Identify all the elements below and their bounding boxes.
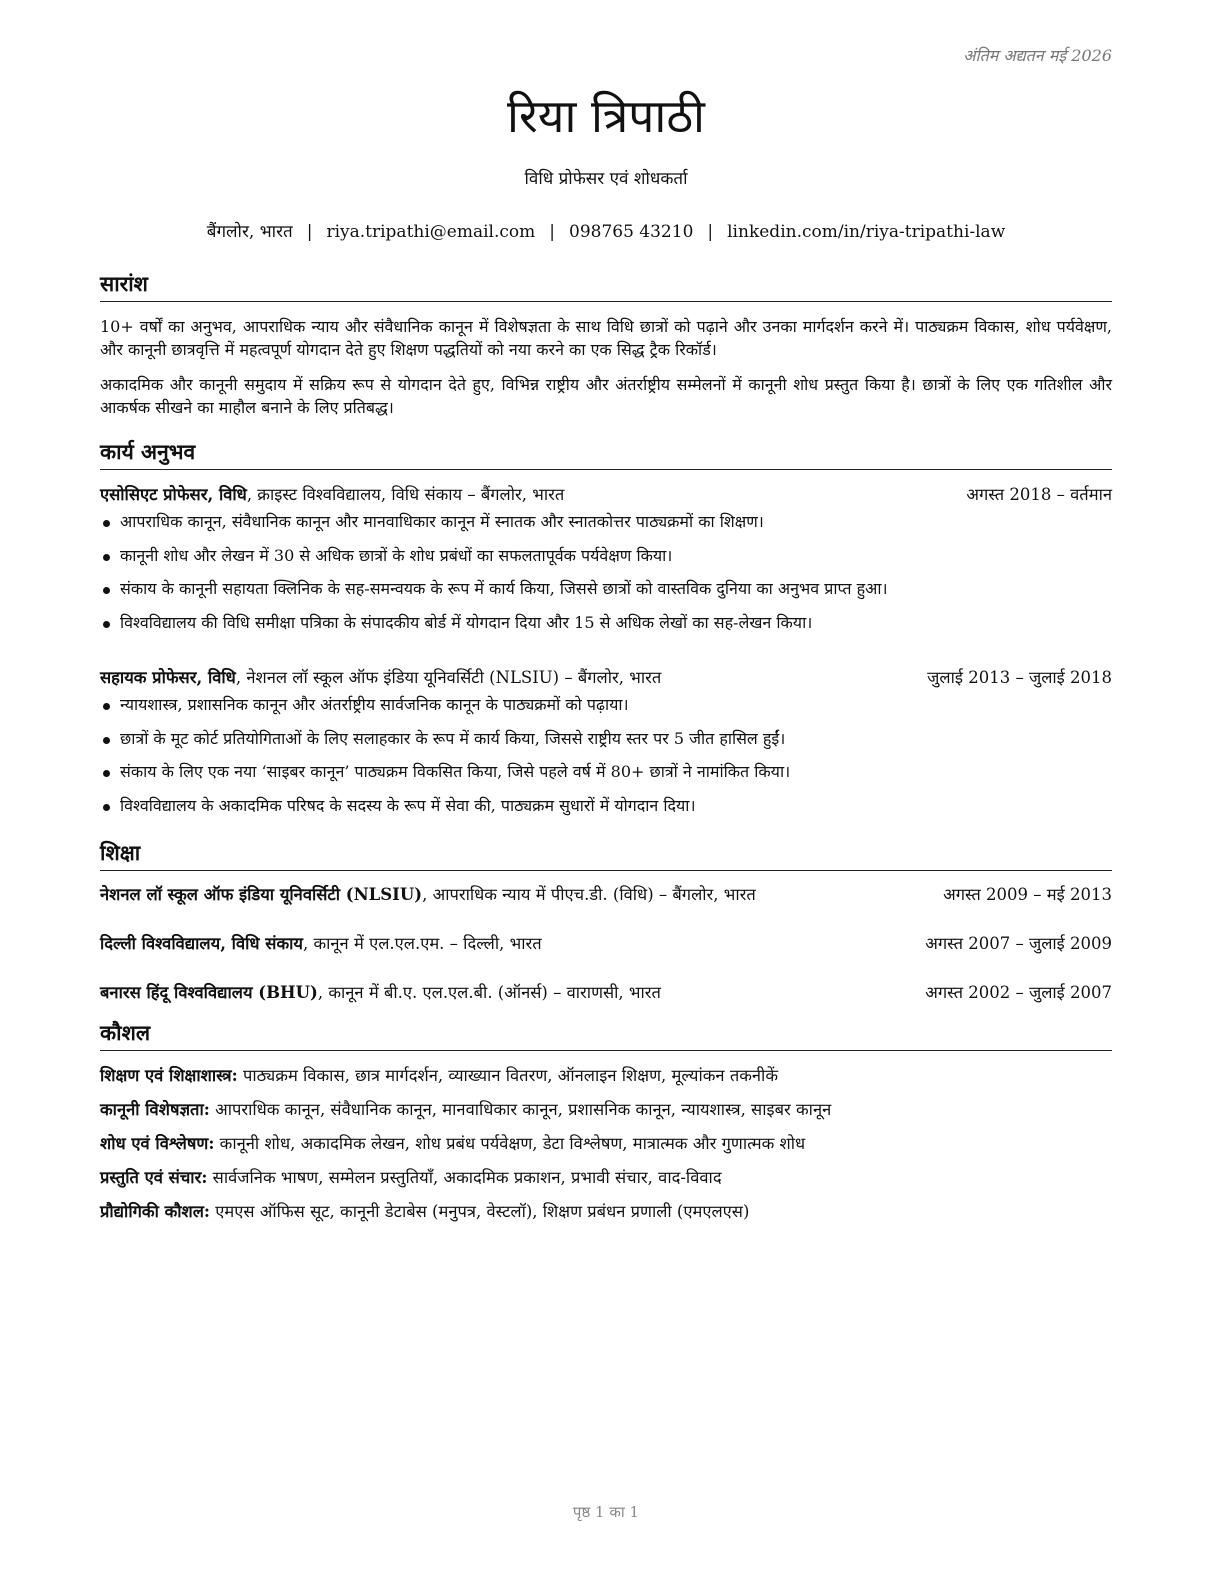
job-role: सहायक प्रोफेसर, विधि <box>100 668 236 687</box>
skill-label: शोध एवं विश्लेषण: <box>100 1134 215 1153</box>
job-role: एसोसिएट प्रोफेसर, विधि <box>100 485 247 504</box>
school-name: बनारस हिंदू विश्वविद्यालय (BHU) <box>100 983 318 1002</box>
list-item: कानूनी शोध और लेखन में 30 से अधिक छात्रों के शोध प्रबंधों का सफलतापूर्वक पर्यवेक्षण किया। <box>100 545 1112 579</box>
candidate-name: रिया त्रिपाठी <box>507 89 705 143</box>
separator: | <box>549 222 555 242</box>
skill-row <box>100 1097 1112 1120</box>
list-item: आपराधिक कानून, संवैधानिक कानून और मानवाधिकार कानून में स्नातक और स्नातकोत्तर पाठ्यक्रमों का शिक्षण। <box>100 511 1112 545</box>
skill-value: पाठ्यक्रम विकास, छात्र मार्गदर्शन, व्याख्यान वितरण, ऑनलाइन शिक्षण, मूल्यांकन तकनीकें <box>237 1066 778 1085</box>
skill-value: सार्वजनिक भाषण, सम्मेलन प्रस्तुतियाँ, अकादमिक प्रकाशन, प्रभावी संचार, वाद-विवाद <box>207 1168 722 1187</box>
email-link[interactable]: riya.tripathi@email.com <box>326 222 536 242</box>
skill-row <box>100 1131 1112 1154</box>
separator: | <box>306 222 313 242</box>
last-updated: अंतिम अद्यतन मई 2026 <box>963 46 1112 65</box>
job-header <box>100 665 1112 688</box>
list-item: संकाय के लिए एक नया ‘साइबर कानून’ पाठ्यक्रम विकसित किया, जिसे पहले वर्ष में 80+ छात्रों ने नामांकित किया। <box>100 761 1112 795</box>
degree-detail: , कानून में बी.ए. एल.एल.बी. (ऑनर्स) – वाराणसी, भारत <box>317 983 661 1002</box>
job-dates: अगस्त 2018 – वर्तमान <box>966 485 1112 504</box>
job-header <box>100 482 1112 505</box>
section-title-education: शिक्षा <box>100 839 1112 871</box>
skill-label: शिक्षण एवं शिक्षाशास्त्र: <box>100 1066 238 1085</box>
location: बैंगलोर, भारत <box>206 222 293 242</box>
education-dates: अगस्त 2007 – जुलाई 2009 <box>925 934 1112 953</box>
job-org: , क्राइस्ट विश्वविद्यालय, विधि संकाय – बैंगलोर, भारत <box>246 485 565 504</box>
contact-line <box>100 219 1112 242</box>
education-entry <box>100 980 1112 1003</box>
linkedin-link[interactable]: linkedin.com/in/riya-tripathi-law <box>727 222 1006 242</box>
degree-detail: , आपराधिक न्याय में पीएच.डी. (विधि) – बैंगलोर, भारत <box>422 885 756 904</box>
list-item: संकाय के कानूनी सहायता क्लिनिक के सह-समन्वयक के रूप में कार्य किया, जिससे छात्रों को वास्तविक दुनिया का अनुभव प्राप्त हुआ। <box>100 578 1112 612</box>
skill-row <box>100 1199 1112 1222</box>
education-dates: अगस्त 2009 – मई 2013 <box>943 885 1112 904</box>
phone: 098765 43210 <box>569 222 694 242</box>
education-dates: अगस्त 2002 – जुलाई 2007 <box>925 983 1112 1002</box>
skill-value: आपराधिक कानून, संवैधानिक कानून, मानवाधिकार कानून, प्रशासनिक कानून, न्यायशास्त्र, साइबर कानून <box>209 1100 832 1119</box>
resume-page <box>100 0 1112 1584</box>
page-number: पृष्ठ 1 का 1 <box>572 1503 640 1521</box>
job-bullets <box>100 511 1112 645</box>
education-entry <box>100 931 1112 954</box>
summary-paragraph: 10+ वर्षों का अनुभव, आपराधिक न्याय और संवैधानिक कानून में विशेषज्ञता के साथ विधि छात्रों को पढ़ाने और उनका मार्गदर्शन करने में। पाठ्यक्रम विकास, शोध पर्यवेक्षण, और कानूनी छात्रवृत्ति में महत्वपूर्ण योगदान देते हुए शिक्षण पद्धतियों को नया करने का एक सिद्ध ट्रैक रिकॉर्ड। <box>100 317 1112 359</box>
tagline: विधि प्रोफेसर एवं शोधकर्ता <box>524 169 688 189</box>
school-name: दिल्ली विश्वविद्यालय, विधि संकाय <box>100 934 303 953</box>
list-item: विश्वविद्यालय के अकादमिक परिषद के सदस्य के रूप में सेवा की, पाठ्यक्रम सुधारों में योगदान दिया। <box>100 795 1112 829</box>
job-dates: जुलाई 2013 – जुलाई 2018 <box>927 668 1112 687</box>
job-org: , नेशनल लॉ स्कूल ऑफ इंडिया यूनिवर्सिटी (NLSIU) – बैंगलोर, भारत <box>235 668 662 687</box>
skill-row <box>100 1165 1112 1188</box>
section-title-skills: कौशल <box>100 1019 1112 1051</box>
skill-value: एमएस ऑफिस सूट, कानूनी डेटाबेस (मनुपत्र, वेस्टलॉ), शिक्षण प्रबंधन प्रणाली (एमएलएस) <box>210 1202 750 1221</box>
list-item: विश्वविद्यालय की विधि समीक्षा पत्रिका के संपादकीय बोर्ड में योगदान दिया और 15 से अधिक लेखों का सह-लेखन किया। <box>100 612 1112 646</box>
skill-label: कानूनी विशेषज्ञता: <box>100 1100 210 1119</box>
section-title-summary: सारांश <box>100 270 1112 302</box>
section-title-experience: कार्य अनुभव <box>100 438 1112 470</box>
separator: | <box>707 222 714 242</box>
job-bullets <box>100 694 1112 828</box>
skill-row <box>100 1063 1112 1086</box>
school-name: नेशनल लॉ स्कूल ऑफ इंडिया यूनिवर्सिटी (NLSIU) <box>100 885 423 904</box>
degree-detail: , कानून में एल.एल.एम. – दिल्ली, भारत <box>302 934 542 953</box>
skill-label: प्रौद्योगिकी कौशल: <box>100 1202 211 1221</box>
skill-label: प्रस्तुति एवं संचार: <box>100 1168 208 1187</box>
education-entry <box>100 882 1112 905</box>
skill-value: कानूनी शोध, अकादमिक लेखन, शोध प्रबंध पर्यवेक्षण, डेटा विश्लेषण, मात्रात्मक और गुणात्मक शोध <box>214 1134 806 1153</box>
list-item: न्यायशास्त्र, प्रशासनिक कानून और अंतर्राष्ट्रीय सार्वजनिक कानून के पाठ्यक्रमों को पढ़ाया। <box>100 694 1112 728</box>
summary-paragraph: अकादमिक और कानूनी समुदाय में सक्रिय रूप से योगदान देते हुए, विभिन्न राष्ट्रीय और अंतर्राष्ट्रीय सम्मेलनों में कानूनी शोध प्रस्तुत किया है। छात्रों के लिए एक गतिशील और आकर्षक सीखने का माहौल बनाने के लिए प्रतिबद्ध। <box>100 375 1112 417</box>
list-item: छात्रों के मूट कोर्ट प्रतियोगिताओं के लिए सलाहकार के रूप में कार्य किया, जिससे राष्ट्रीय स्तर पर 5 जीत हासिल हुईं। <box>100 728 1112 762</box>
